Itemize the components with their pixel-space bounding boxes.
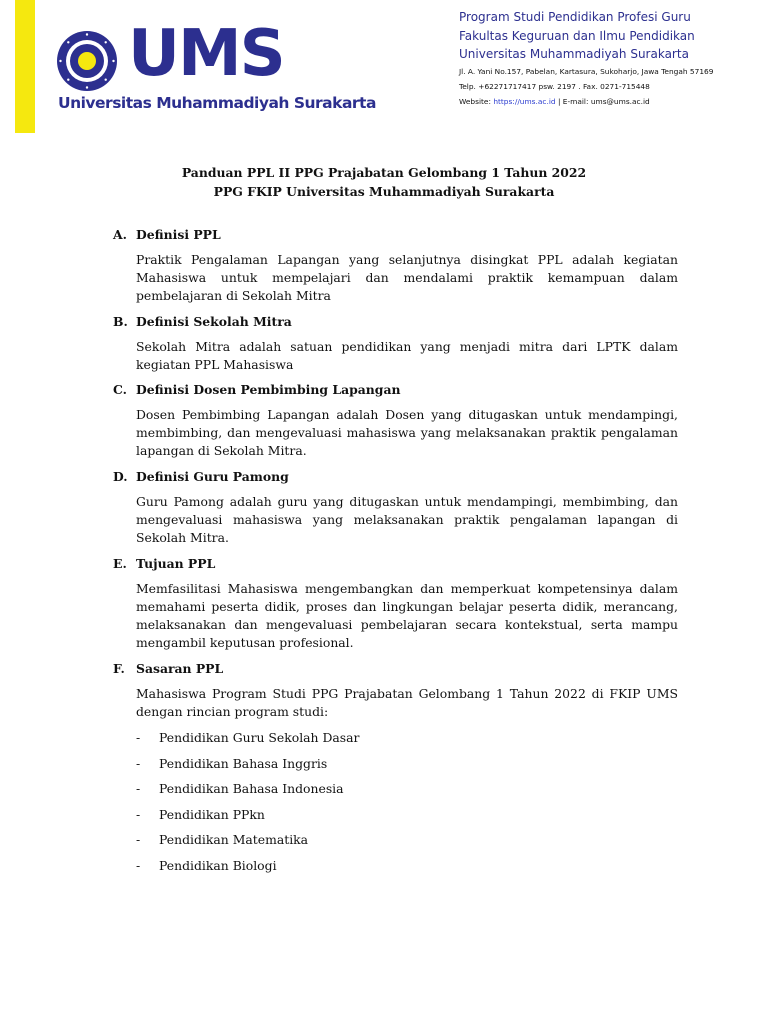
logo-university-name: Universitas Muhammadiyah Surakarta xyxy=(58,94,376,112)
section-title: Tujuan PPL xyxy=(136,556,216,571)
section-letter: E. xyxy=(113,556,127,571)
list-item-text: Pendidikan Biologi xyxy=(159,858,277,873)
list-bullet: - xyxy=(136,858,141,873)
list-item-text: Pendidikan Bahasa Indonesia xyxy=(159,781,344,796)
email-label: | E-mail: xyxy=(557,96,589,106)
logo-wordmark: UMS xyxy=(128,17,284,91)
section-title: Definisi Dosen Pembimbing Lapangan xyxy=(136,382,401,397)
section-letter: B. xyxy=(113,314,128,329)
section-letter: D. xyxy=(113,469,128,484)
program-name: Program Studi Pendidikan Profesi Guru xyxy=(459,10,691,24)
document-title-line-1: Panduan PPL II PPG Prajabatan Gelombang 1 Tahun 2022 xyxy=(181,165,587,180)
faculty-name: Fakultas Keguruan dan Ilmu Pendidikan xyxy=(459,28,695,43)
section-text-b: Sekolah Mitra adalah satuan pendidikan yang menjadi mitra dari LPTK dalam kegiatan PPL Mahasiswa xyxy=(136,339,678,372)
phone-fax: Telp. +62271717417 psw. 2197 . Fax. 0271-715448 xyxy=(459,81,650,91)
section-letter: A. xyxy=(113,227,127,242)
address: Jl. A. Yani No.157, Pabelan, Kartasura, Sukoharjo, Jawa Tengah 57169 xyxy=(459,66,714,76)
section-letter: F. xyxy=(113,661,125,676)
section-heading-e xyxy=(113,556,215,571)
list-item-text: Pendidikan Guru Sekolah Dasar xyxy=(159,730,360,745)
contact-line xyxy=(459,94,713,109)
section-heading-f xyxy=(113,661,223,676)
website-link[interactable]: https://ums.ac.id xyxy=(493,96,556,106)
list-bullet: - xyxy=(136,756,141,771)
ums-logo xyxy=(56,17,376,120)
list-bullet: - xyxy=(136,807,141,822)
document-title-line-2: PPG FKIP Universitas Muhammadiyah Surakarta xyxy=(213,184,555,199)
website-label: Website: xyxy=(459,96,491,106)
section-heading-c xyxy=(113,382,401,397)
list-bullet: - xyxy=(136,832,141,847)
section-heading-d xyxy=(113,469,289,484)
list-bullet: - xyxy=(136,781,141,796)
section-title: Definisi PPL xyxy=(136,227,221,242)
section-title: Sasaran PPL xyxy=(136,661,224,676)
list-item-text: Pendidikan Bahasa Inggris xyxy=(159,756,328,771)
section-text-f: Mahasiswa Program Studi PPG Prajabatan Gelombang 1 Tahun 2022 di FKIP UMS dengan rincian program studi: xyxy=(136,686,678,719)
section-title: Definisi Sekolah Mitra xyxy=(136,314,292,329)
section-text-c: Dosen Pembimbing Lapangan adalah Dosen yang ditugaskan untuk mendampingi, membimbing, dan mengevaluasi mahasiswa yang melaksanakan praktik pengalaman lapangan di Sekolah Mitra. xyxy=(136,407,678,458)
email-address[interactable]: ums@ums.ac.id xyxy=(590,96,650,106)
accent-bar xyxy=(15,0,35,133)
list-item-text: Pendidikan Matematika xyxy=(159,832,309,847)
section-heading-b xyxy=(113,314,292,329)
section-text-a: Praktik Pengalaman Lapangan yang selanjutnya disingkat PPL adalah kegiatan Mahasiswa untuk mempelajari dan mendalami praktik kemampuan dalam pembelajaran di Sekolah Mitra xyxy=(136,252,678,303)
letterhead xyxy=(459,8,713,109)
section-text-d: Guru Pamong adalah guru yang ditugaskan untuk mendampingi, membimbing, dan mengevaluasi mahasiswa yang melaksanakan praktik pengalaman lapangan di Sekolah Mitra. xyxy=(136,494,678,545)
section-heading-a xyxy=(113,227,221,242)
ums-seal-icon xyxy=(56,30,118,92)
list-bullet: - xyxy=(136,730,141,745)
university-name: Universitas Muhammadiyah Surakarta xyxy=(459,47,689,61)
section-title: Definisi Guru Pamong xyxy=(136,469,289,484)
section-letter: C. xyxy=(113,382,127,397)
section-text-e: Memfasilitasi Mahasiswa mengembangkan dan memperkuat kompetensinya dalam memahami peserta didik, proses dan lingkungan belajar peserta didik, merancang, melaksanakan dan mengevaluasi pembelajaran secara kontekstual, serta mampu mengambil keputusan profesional. xyxy=(136,581,678,650)
list-item-text: Pendidikan PPkn xyxy=(159,807,265,822)
